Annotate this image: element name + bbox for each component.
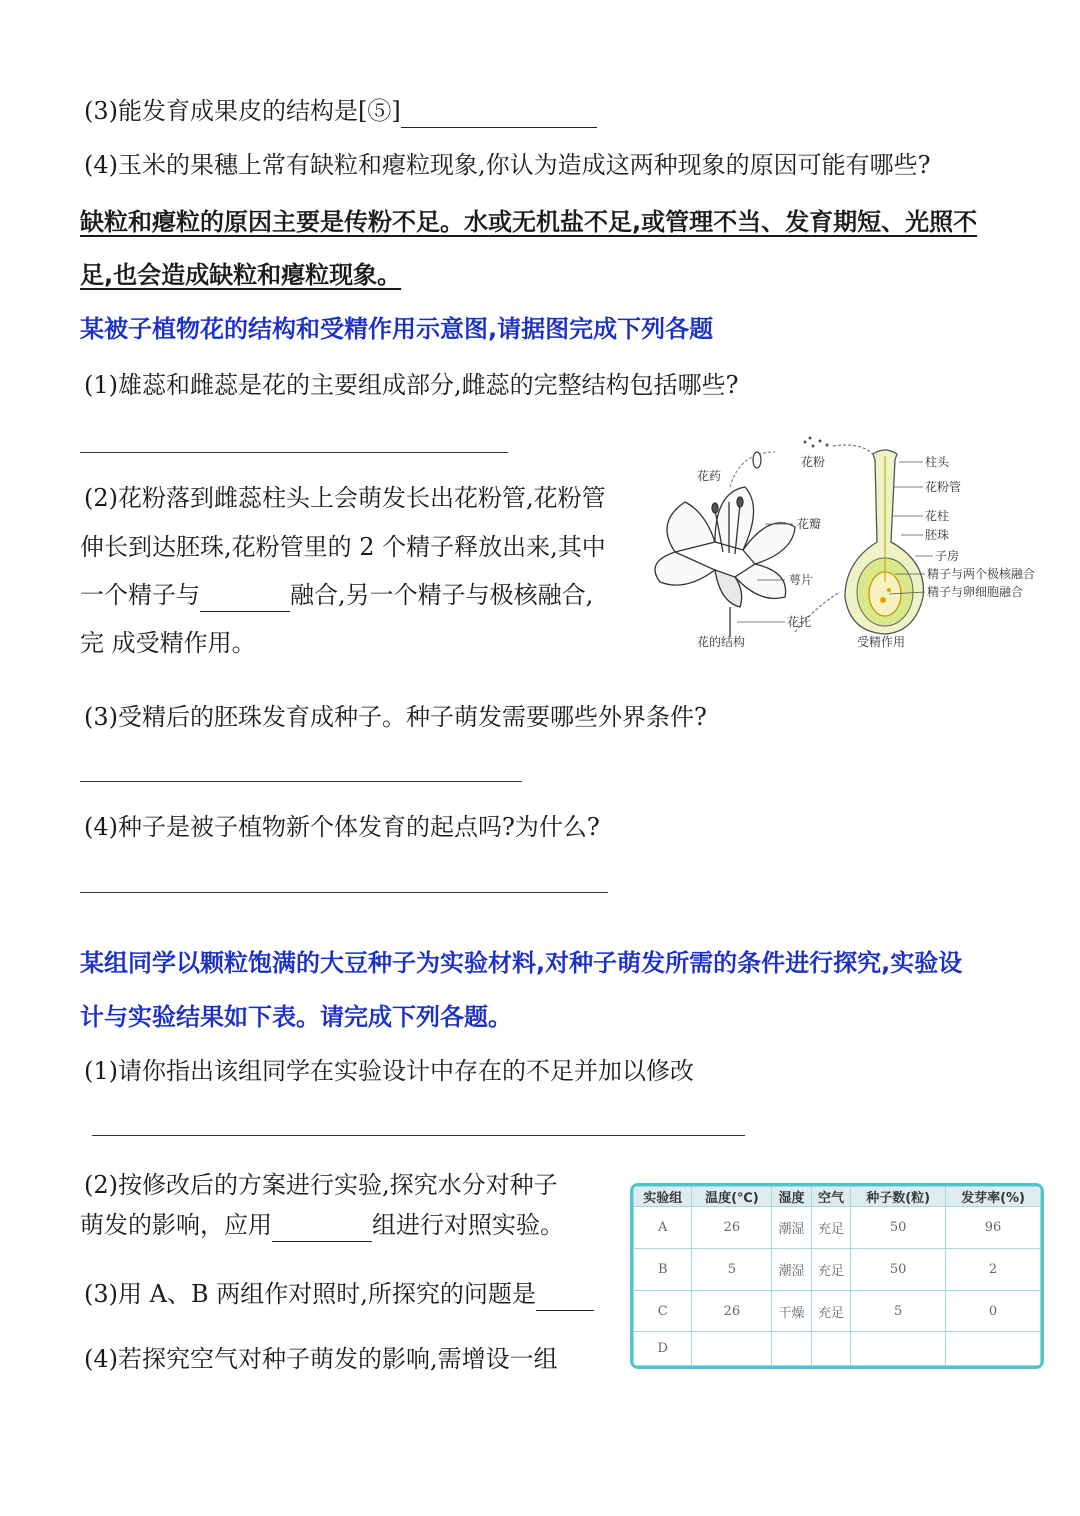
col-header: 温度(℃) [692,1187,772,1207]
table-cell[interactable] [692,1332,772,1366]
table-cell: 5 [692,1248,772,1290]
table-cell: 充足 [811,1207,850,1249]
col-header: 种子数(粒) [851,1187,946,1207]
table-cell: 50 [851,1207,946,1249]
answer-line-2: 足,也会造成缺粒和瘪粒现象。 [80,261,402,289]
s2-answer-rule-3[interactable] [80,781,522,782]
answer-line-1: 缺粒和瘪粒的原因主要是传粉不足。水或无机盐不足,或管理不当、发育期短、光照不 [80,208,978,236]
col-header: 实验组 [634,1187,692,1207]
problem-blank[interactable] [536,1284,594,1311]
label-style: 花柱 [925,509,950,523]
table-row [634,1248,1041,1290]
table-cell: 潮湿 [772,1248,811,1290]
table-row [634,1290,1041,1332]
table-cell: 充足 [811,1290,850,1332]
table-cell: A [634,1207,692,1249]
control-group-blank[interactable] [272,1215,372,1242]
s3-question-2-line-1: (2)按修改后的方案进行实验,探究水分对种子 [84,1171,558,1199]
s3-answer-rule-1[interactable] [92,1135,745,1136]
s2-question-2-line-2: 伸长到达胚珠,花粉管里的 2 个精子释放出来,其中 [80,533,606,561]
section-3-title-line-1: 某组同学以颗粒饱满的大豆种子为实验材料,对种子萌发所需的条件进行探究,实验设 [80,949,963,977]
s2-question-3: (3)受精后的胚珠发育成种子。种子萌发需要哪些外界条件? [84,703,707,731]
label-ovary: 子房 [935,549,960,563]
col-header: 湿度 [772,1187,811,1207]
col-header: 发芽率(%) [946,1187,1041,1207]
table-header-row [634,1187,1041,1207]
s2-question-2-line-4: 完 成受精作用。 [80,629,256,657]
col-header: 空气 [811,1187,850,1207]
s2-question-4: (4)种子是被子植物新个体发育的起点吗?为什么? [84,813,600,841]
label-pollen: 花粉 [801,455,826,469]
label-sepal: 萼片 [789,573,814,587]
flower-drawing [655,487,795,637]
question-4-corn: (4)玉米的果穗上常有缺粒和瘪粒现象,你认为造成这两种现象的原因可能有哪些? [84,151,931,179]
label-anther: 花药 [697,469,722,483]
label-flower-structure: 花的结构 [697,635,746,649]
s3-question-2-line-2: 萌发的影响，应用 组进行对照实验。 [80,1208,564,1242]
s2-answer-rule-1[interactable] [80,452,508,453]
table-cell: 干燥 [772,1290,811,1332]
table-cell: 潮湿 [772,1207,811,1249]
table-cell: C [634,1290,692,1332]
s3-question-4: (4)若探究空气对种子萌发的影响,需增设一组 [84,1345,558,1373]
table-cell[interactable] [946,1332,1041,1366]
table-cell: B [634,1248,692,1290]
table-cell[interactable] [851,1332,946,1366]
s2-answer-rule-4[interactable] [80,892,608,893]
s2-question-2-line-3: 一个精子与 融合,另一个精子与极核融合, [80,578,593,612]
table-cell: 26 [692,1290,772,1332]
label-fusion-polar: 精子与两个极核融合 [927,567,1036,581]
table-cell[interactable] [772,1332,811,1366]
s2-question-2-line-1: (2)花粉落到雌蕊柱头上会萌发长出花粉管,花粉管 [84,484,606,512]
flower-fertilization-diagram [645,432,1065,654]
section-3-title-line-2: 计与实验结果如下表。请完成下列各题。 [80,1003,512,1031]
pistil-drawing [845,450,923,634]
label-fusion-egg: 精子与卵细胞融合 [927,585,1024,599]
table-cell: 2 [946,1248,1041,1290]
s2-question-1: (1)雄蕊和雌蕊是花的主要组成部分,雌蕊的完整结构包括哪些? [84,371,739,399]
label-ovule: 胚珠 [925,528,950,542]
table-cell: 50 [851,1248,946,1290]
label-receptacle: 花托 [787,615,812,629]
pollen-grain-icon [753,452,761,468]
label-pollen-tube: 花粉管 [925,480,962,494]
s3-question-1: (1)请你指出该组同学在实验设计中存在的不足并加以修改 [84,1057,694,1085]
question-3-fruit-peel: (3)能发育成果皮的结构是[⑤] [84,94,597,128]
label-petal: 花瓣 [797,517,822,531]
experiment-table [630,1183,1044,1369]
table-cell: 26 [692,1207,772,1249]
arrow-to-pollen [730,452,775,487]
table-cell: 0 [946,1290,1041,1332]
sperm-fusion-blank[interactable] [200,585,290,612]
section-2-title: 某被子植物花的结构和受精作用示意图,请据图完成下列各题 [80,315,714,343]
table-cell[interactable] [811,1332,850,1366]
table-cell: 96 [946,1207,1041,1249]
table-cell: 5 [851,1290,946,1332]
table-row [634,1332,1041,1366]
table-cell: D [634,1332,692,1366]
label-fertilization: 受精作用 [857,635,906,649]
label-stigma: 柱头 [925,455,950,469]
answer-blank[interactable] [401,101,597,128]
table-cell: 充足 [811,1248,850,1290]
arrow-to-pistil [833,445,873,454]
pollen-dots [804,437,829,448]
table-row [634,1207,1041,1249]
s3-question-3: (3)用 A、B 两组作对照时,所探究的问题是 [84,1277,594,1311]
